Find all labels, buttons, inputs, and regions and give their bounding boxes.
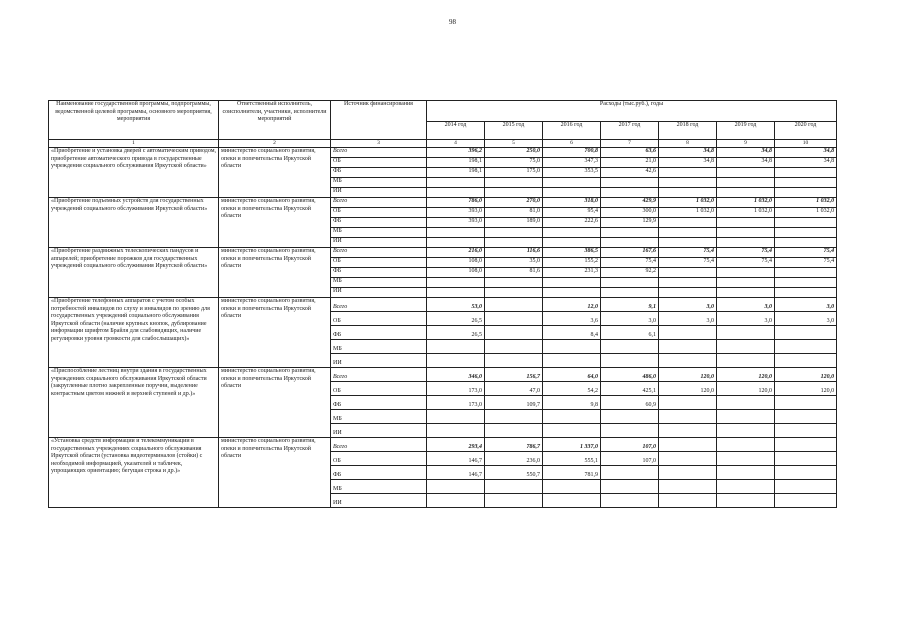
expense-value bbox=[717, 278, 775, 288]
expense-value bbox=[717, 268, 775, 278]
funding-source: ФБ bbox=[331, 466, 427, 480]
expense-value bbox=[659, 188, 717, 198]
expense-value bbox=[775, 438, 837, 452]
table-row bbox=[49, 368, 837, 382]
expense-value: 555,1 bbox=[543, 452, 601, 466]
expense-value bbox=[427, 288, 485, 298]
expense-value: 21,0 bbox=[601, 158, 659, 168]
expense-value: 108,0 bbox=[427, 258, 485, 268]
page-number: 98 bbox=[449, 18, 456, 26]
measure-executor: министерство социального развития, опеки и попечительства Иркутской области bbox=[219, 438, 331, 508]
expense-value: 109,7 bbox=[485, 396, 543, 410]
expense-value bbox=[775, 480, 837, 494]
expense-value bbox=[485, 494, 543, 508]
expense-value: 3,0 bbox=[717, 298, 775, 312]
expense-value bbox=[775, 278, 837, 288]
expense-value bbox=[775, 424, 837, 438]
expense-value: 198,1 bbox=[427, 168, 485, 178]
funding-source: ИИ bbox=[331, 288, 427, 298]
header-source: Источник финансирования bbox=[331, 101, 427, 140]
expense-value bbox=[485, 312, 543, 326]
header-year: 2020 год bbox=[775, 122, 837, 140]
funding-source: ФБ bbox=[331, 168, 427, 178]
funding-source: Всего bbox=[331, 298, 427, 312]
expense-value bbox=[543, 238, 601, 248]
expense-value bbox=[717, 452, 775, 466]
expense-value bbox=[717, 168, 775, 178]
expense-value bbox=[775, 466, 837, 480]
expense-value bbox=[485, 480, 543, 494]
column-number: 5 bbox=[485, 140, 543, 148]
expense-value bbox=[775, 218, 837, 228]
expense-value bbox=[485, 288, 543, 298]
expense-value bbox=[659, 480, 717, 494]
expense-value bbox=[775, 452, 837, 466]
expense-value: 270,0 bbox=[485, 198, 543, 208]
funding-source: ОБ bbox=[331, 158, 427, 168]
expense-value bbox=[659, 494, 717, 508]
expense-value: 8,4 bbox=[543, 326, 601, 340]
measure-name: «Приобретение и установка дверей с автоматическим приводом, приобретение автоматического привода в государственные учреждения социального обслуживания Иркутской области» bbox=[49, 148, 219, 198]
expense-value: 236,0 bbox=[485, 452, 543, 466]
expense-value: 34,8 bbox=[717, 158, 775, 168]
expense-value bbox=[601, 424, 659, 438]
expense-value: 107,0 bbox=[601, 452, 659, 466]
expense-value: 393,0 bbox=[427, 208, 485, 218]
expense-value bbox=[601, 354, 659, 368]
measures-body bbox=[49, 148, 837, 508]
expense-value bbox=[775, 340, 837, 354]
expense-value bbox=[659, 178, 717, 188]
expense-value: 347,3 bbox=[543, 158, 601, 168]
expense-value bbox=[659, 218, 717, 228]
expense-value bbox=[775, 396, 837, 410]
funding-source: Всего bbox=[331, 368, 427, 382]
table-row bbox=[49, 438, 837, 452]
table-row bbox=[49, 298, 837, 312]
expense-value bbox=[427, 340, 485, 354]
expense-value bbox=[601, 178, 659, 188]
expense-value bbox=[543, 228, 601, 238]
expense-value bbox=[485, 326, 543, 340]
expense-value: 1 032,0 bbox=[717, 208, 775, 218]
expense-value: 146,7 bbox=[427, 452, 485, 466]
expense-value bbox=[775, 168, 837, 178]
funding-source: ФБ bbox=[331, 396, 427, 410]
expense-value bbox=[717, 218, 775, 228]
table-row bbox=[49, 198, 837, 208]
expense-value: 222,6 bbox=[543, 218, 601, 228]
expense-value bbox=[659, 268, 717, 278]
expense-value bbox=[775, 238, 837, 248]
expense-value bbox=[659, 340, 717, 354]
column-number: 6 bbox=[543, 140, 601, 148]
expense-value: 3,0 bbox=[601, 312, 659, 326]
header-year: 2016 год bbox=[543, 122, 601, 140]
expense-value: 173,0 bbox=[427, 396, 485, 410]
table-row bbox=[49, 148, 837, 158]
expense-value bbox=[601, 288, 659, 298]
expense-value bbox=[543, 288, 601, 298]
expense-value: 146,7 bbox=[427, 466, 485, 480]
expense-value bbox=[775, 228, 837, 238]
expense-value bbox=[601, 494, 659, 508]
funding-source: ФБ bbox=[331, 218, 427, 228]
expense-value bbox=[485, 278, 543, 288]
expense-value: 34,8 bbox=[775, 158, 837, 168]
funding-source: ИИ bbox=[331, 494, 427, 508]
expense-value bbox=[717, 424, 775, 438]
expense-value: 34,8 bbox=[775, 148, 837, 158]
expense-value bbox=[543, 188, 601, 198]
budget-table bbox=[48, 100, 837, 508]
funding-source: ИИ bbox=[331, 424, 427, 438]
table-row bbox=[49, 248, 837, 258]
expense-value: 786,7 bbox=[485, 438, 543, 452]
expense-value bbox=[775, 326, 837, 340]
funding-source: МБ bbox=[331, 178, 427, 188]
expense-value: 393,0 bbox=[427, 218, 485, 228]
expense-value bbox=[717, 288, 775, 298]
expense-value: 75,4 bbox=[601, 258, 659, 268]
funding-source: МБ bbox=[331, 278, 427, 288]
funding-source: МБ bbox=[331, 340, 427, 354]
expense-value bbox=[543, 410, 601, 424]
funding-source: Всего bbox=[331, 148, 427, 158]
expense-value bbox=[601, 188, 659, 198]
expense-value: 108,0 bbox=[427, 268, 485, 278]
expense-value: 53,0 bbox=[427, 298, 485, 312]
header-expenses: Расходы (тыс.руб.), годы bbox=[427, 101, 837, 122]
expense-value bbox=[427, 424, 485, 438]
measure-executor: министерство социального развития, опеки и попечительства Иркутской области bbox=[219, 248, 331, 298]
expense-value: 3,0 bbox=[659, 298, 717, 312]
expense-value bbox=[485, 238, 543, 248]
expense-value: 42,6 bbox=[601, 168, 659, 178]
expense-value bbox=[717, 326, 775, 340]
expense-value bbox=[659, 278, 717, 288]
expense-value: 3,0 bbox=[659, 312, 717, 326]
expense-value bbox=[485, 424, 543, 438]
funding-source: Всего bbox=[331, 248, 427, 258]
funding-source: ФБ bbox=[331, 326, 427, 340]
expense-value bbox=[717, 466, 775, 480]
expense-value: 250,0 bbox=[485, 148, 543, 158]
expense-value: 120,0 bbox=[717, 382, 775, 396]
measure-executor: министерство социального развития, опеки и попечительства Иркутской области bbox=[219, 148, 331, 198]
expense-value bbox=[775, 494, 837, 508]
expense-value bbox=[427, 278, 485, 288]
expense-value: 429,9 bbox=[601, 198, 659, 208]
expense-value: 781,9 bbox=[543, 466, 601, 480]
expense-value: 92,2 bbox=[601, 268, 659, 278]
expense-value bbox=[543, 480, 601, 494]
expense-value: 786,0 bbox=[427, 198, 485, 208]
expense-value: 107,0 bbox=[601, 438, 659, 452]
expense-value: 60,9 bbox=[601, 396, 659, 410]
expense-value: 116,6 bbox=[485, 248, 543, 258]
expense-value: 34,8 bbox=[717, 148, 775, 158]
expense-value: 75,4 bbox=[659, 248, 717, 258]
expense-value bbox=[427, 354, 485, 368]
expense-value bbox=[659, 354, 717, 368]
expense-value: 318,0 bbox=[543, 198, 601, 208]
expense-value: 54,2 bbox=[543, 382, 601, 396]
expense-value bbox=[659, 238, 717, 248]
expense-value: 216,0 bbox=[427, 248, 485, 258]
expense-value: 167,6 bbox=[601, 248, 659, 258]
funding-source: ИИ bbox=[331, 354, 427, 368]
expense-value: 425,1 bbox=[601, 382, 659, 396]
measure-name: «Приспособление лестниц внутри здания в государственных учреждениях социального обслуживания Иркутской области (закругленные плотно закрепленные поручни, выделение контрастным цветом нижней и верхней ступеней и др.)» bbox=[49, 368, 219, 438]
column-number: 8 bbox=[659, 140, 717, 148]
expense-value: 75,4 bbox=[775, 258, 837, 268]
expense-value: 129,9 bbox=[601, 218, 659, 228]
header-year: 2015 год bbox=[485, 122, 543, 140]
expense-value: 120,0 bbox=[775, 382, 837, 396]
column-number: 9 bbox=[717, 140, 775, 148]
expense-value: 346,0 bbox=[427, 368, 485, 382]
expense-value bbox=[485, 178, 543, 188]
expense-value bbox=[601, 238, 659, 248]
expense-value: 3,0 bbox=[775, 312, 837, 326]
expense-value: 173,0 bbox=[427, 382, 485, 396]
measure-name: «Установка средств информации и телекоммуникации в государственных учреждениях социального обслуживания Иркутской области (установка видеотерминалов (стойки) с необходимой информацией, указателей и табличек, упрощающих ориентацию; бегущая строка и др.)» bbox=[49, 438, 219, 508]
expense-value: 35,0 bbox=[485, 258, 543, 268]
expense-value bbox=[775, 178, 837, 188]
expense-value: 156,7 bbox=[485, 368, 543, 382]
funding-source: Всего bbox=[331, 198, 427, 208]
expense-value bbox=[601, 278, 659, 288]
expense-value: 396,2 bbox=[427, 148, 485, 158]
expense-value bbox=[659, 228, 717, 238]
expense-value bbox=[601, 480, 659, 494]
expense-value: 75,0 bbox=[485, 158, 543, 168]
column-number: 2 bbox=[219, 140, 331, 148]
expense-value bbox=[659, 410, 717, 424]
column-number: 4 bbox=[427, 140, 485, 148]
expense-value: 1 032,0 bbox=[659, 208, 717, 218]
column-number: 1 bbox=[49, 140, 219, 148]
expense-value bbox=[601, 410, 659, 424]
expense-value: 189,0 bbox=[485, 218, 543, 228]
expense-value bbox=[427, 238, 485, 248]
expense-value bbox=[775, 288, 837, 298]
expense-value bbox=[717, 410, 775, 424]
expense-value bbox=[427, 178, 485, 188]
funding-source: ОБ bbox=[331, 382, 427, 396]
expense-value bbox=[659, 288, 717, 298]
expense-value: 34,8 bbox=[659, 158, 717, 168]
measure-executor: министерство социального развития, опеки и попечительства Иркутской области bbox=[219, 298, 331, 368]
expense-value bbox=[485, 188, 543, 198]
expense-value: 120,0 bbox=[775, 368, 837, 382]
expense-value bbox=[775, 354, 837, 368]
expense-value: 700,8 bbox=[543, 148, 601, 158]
funding-source: МБ bbox=[331, 480, 427, 494]
expense-value bbox=[659, 466, 717, 480]
header-name: Наименование государственной программы, подпрограммы, ведомственной целевой программы, основного мероприятия, мероприятия bbox=[49, 101, 219, 140]
expense-value bbox=[659, 438, 717, 452]
expense-value bbox=[543, 354, 601, 368]
expense-value: 1 032,0 bbox=[717, 198, 775, 208]
expense-value bbox=[717, 396, 775, 410]
expense-value bbox=[601, 340, 659, 354]
expense-value: 64,0 bbox=[543, 368, 601, 382]
expense-value bbox=[543, 424, 601, 438]
expense-value: 75,4 bbox=[717, 258, 775, 268]
expense-value bbox=[775, 268, 837, 278]
expense-value bbox=[659, 396, 717, 410]
expense-value: 231,3 bbox=[543, 268, 601, 278]
column-number: 10 bbox=[775, 140, 837, 148]
measure-executor: министерство социального развития, опеки и попечительства Иркутской области bbox=[219, 198, 331, 248]
expense-value bbox=[601, 228, 659, 238]
expense-value bbox=[717, 494, 775, 508]
funding-source: Всего bbox=[331, 438, 427, 452]
expense-value bbox=[775, 188, 837, 198]
expense-value: 120,0 bbox=[659, 368, 717, 382]
expense-value: 34,8 bbox=[659, 148, 717, 158]
expense-value: 175,0 bbox=[485, 168, 543, 178]
expense-value bbox=[659, 168, 717, 178]
expense-value bbox=[659, 326, 717, 340]
funding-source: ОБ bbox=[331, 312, 427, 326]
expense-value: 9,1 bbox=[601, 298, 659, 312]
funding-source: МБ bbox=[331, 228, 427, 238]
expense-value: 1 032,0 bbox=[775, 208, 837, 218]
expense-value: 3,0 bbox=[717, 312, 775, 326]
expense-value bbox=[543, 340, 601, 354]
expense-value bbox=[717, 438, 775, 452]
expense-value: 386,5 bbox=[543, 248, 601, 258]
expense-value bbox=[427, 480, 485, 494]
expense-value: 1 032,0 bbox=[659, 198, 717, 208]
expense-value bbox=[717, 188, 775, 198]
expense-value bbox=[485, 340, 543, 354]
expense-value: 3,0 bbox=[775, 298, 837, 312]
header-year: 2017 год bbox=[601, 122, 659, 140]
expense-value: 12,0 bbox=[543, 298, 601, 312]
expense-value bbox=[427, 188, 485, 198]
expense-value bbox=[543, 278, 601, 288]
expense-value: 3,6 bbox=[543, 312, 601, 326]
column-number-row bbox=[49, 140, 837, 148]
funding-source: ОБ bbox=[331, 258, 427, 268]
expense-value: 81,0 bbox=[485, 208, 543, 218]
measure-name: «Приобретение раздвижных телескопических пандусов и аппарелей; приобретение порожков для государственных учреждений социального обслуживания Иркутской области» bbox=[49, 248, 219, 298]
expense-value bbox=[427, 494, 485, 508]
header-year: 2019 год bbox=[717, 122, 775, 140]
expense-value: 198,1 bbox=[427, 158, 485, 168]
header-executor: Ответственный исполнитель, соисполнители, участники, исполнители мероприятий bbox=[219, 101, 331, 140]
expense-value bbox=[659, 424, 717, 438]
expense-value: 1 337,0 bbox=[543, 438, 601, 452]
expense-value bbox=[717, 178, 775, 188]
expense-value bbox=[543, 494, 601, 508]
column-number: 3 bbox=[331, 140, 427, 148]
expense-value bbox=[659, 452, 717, 466]
expense-value: 155,2 bbox=[543, 258, 601, 268]
expense-value bbox=[601, 466, 659, 480]
expense-value: 75,4 bbox=[717, 248, 775, 258]
expense-value: 6,1 bbox=[601, 326, 659, 340]
header-year: 2014 год bbox=[427, 122, 485, 140]
expense-value: 26,5 bbox=[427, 326, 485, 340]
expense-value bbox=[717, 340, 775, 354]
expense-value bbox=[717, 480, 775, 494]
expense-value: 486,0 bbox=[601, 368, 659, 382]
column-number: 7 bbox=[601, 140, 659, 148]
expense-value: 75,4 bbox=[775, 248, 837, 258]
header-year: 2018 год bbox=[659, 122, 717, 140]
funding-source: ИИ bbox=[331, 188, 427, 198]
expense-value: 81,6 bbox=[485, 268, 543, 278]
expense-value bbox=[485, 298, 543, 312]
expense-value: 550,7 bbox=[485, 466, 543, 480]
expense-value: 63,6 bbox=[601, 148, 659, 158]
funding-source: ОБ bbox=[331, 452, 427, 466]
measure-name: «Приобретение телефонных аппаратов с учетом особых потребностей инвалидов по слуху и инвалидов по зрению для государственных учреждений социального обслуживания Иркутской области (наличие крупных кнопок, дублирование информации шрифтом Брайля для слабовидящих, наличие регулировки уровня громкости для слабослышащих)» bbox=[49, 298, 219, 368]
expense-value: 120,0 bbox=[659, 382, 717, 396]
expense-value bbox=[717, 354, 775, 368]
expense-value bbox=[775, 410, 837, 424]
expense-value: 1 032,0 bbox=[775, 198, 837, 208]
funding-source: ОБ bbox=[331, 208, 427, 218]
expense-value: 47,0 bbox=[485, 382, 543, 396]
expense-value: 26,5 bbox=[427, 312, 485, 326]
expense-value bbox=[717, 238, 775, 248]
expense-value: 9,8 bbox=[543, 396, 601, 410]
expense-value: 120,0 bbox=[717, 368, 775, 382]
expense-value bbox=[485, 354, 543, 368]
expense-value bbox=[485, 228, 543, 238]
expense-value: 353,5 bbox=[543, 168, 601, 178]
expense-value bbox=[717, 228, 775, 238]
expense-value bbox=[485, 410, 543, 424]
measure-name: «Приобретение подъемных устройств для государственных учреждений социального обслуживания Иркутской области» bbox=[49, 198, 219, 248]
expense-value bbox=[543, 178, 601, 188]
expense-value: 300,0 bbox=[601, 208, 659, 218]
expense-value: 75,4 bbox=[659, 258, 717, 268]
measure-executor: министерство социального развития, опеки и попечительства Иркутской области bbox=[219, 368, 331, 438]
expense-value: 95,4 bbox=[543, 208, 601, 218]
expense-value: 293,4 bbox=[427, 438, 485, 452]
funding-source: МБ bbox=[331, 410, 427, 424]
funding-source: ФБ bbox=[331, 268, 427, 278]
expense-value bbox=[427, 410, 485, 424]
funding-source: ИИ bbox=[331, 238, 427, 248]
expense-value bbox=[427, 228, 485, 238]
